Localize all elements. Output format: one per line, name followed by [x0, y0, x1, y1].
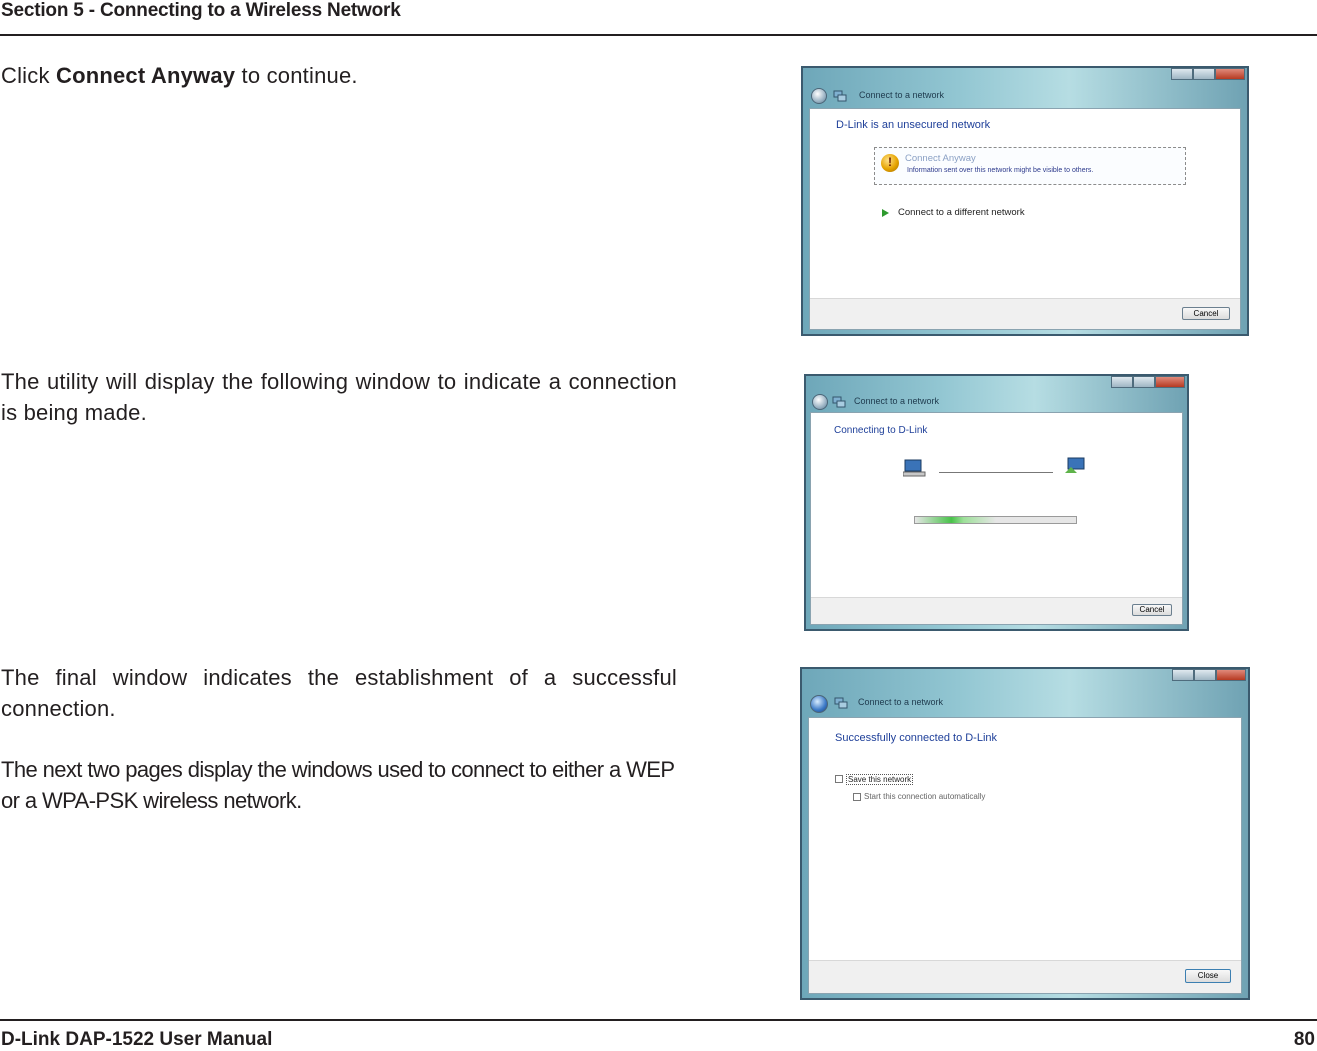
window-controls: [1111, 376, 1185, 390]
start-automatically-label[interactable]: Start this connection automatically: [864, 792, 986, 801]
option-title: Connect Anyway: [905, 153, 976, 164]
back-arrow-icon[interactable]: [811, 88, 827, 104]
dialog-heading: D-Link is an unsecured network: [836, 119, 991, 131]
instruction-paragraph-4: The next two pages display the windows used to connect to either a WEP or a WPA-PSK wireless network.: [1, 757, 675, 813]
dialog-footer: [811, 597, 1182, 624]
cancel-button[interactable]: Cancel: [1132, 604, 1172, 616]
instruction-paragraph-2: The utility will display the following window to indicate a connection is being made.: [1, 369, 677, 425]
footer-rule: [0, 1019, 1317, 1021]
close-window-button[interactable]: [1155, 376, 1185, 388]
close-window-button[interactable]: [1216, 669, 1246, 681]
minimize-button[interactable]: [1172, 669, 1194, 681]
connect-different-network-link[interactable]: Connect to a different network: [898, 207, 1025, 218]
window-title: Connect to a network: [854, 396, 940, 406]
dialog-body: [809, 108, 1241, 330]
p1-bold-term: Connect Anyway: [55, 63, 236, 88]
maximize-button[interactable]: [1194, 669, 1216, 681]
footer-manual-title: D-Link DAP-1522 User Manual: [1, 1029, 273, 1050]
p1-suffix: to continue.: [235, 63, 358, 88]
maximize-button[interactable]: [1133, 376, 1155, 388]
page-header: [0, 0, 1317, 36]
network-icon: [833, 90, 847, 102]
close-button[interactable]: Close: [1185, 969, 1231, 983]
close-window-button[interactable]: [1215, 68, 1245, 80]
minimize-button[interactable]: [1171, 68, 1193, 80]
network-icon: [832, 396, 846, 408]
dialog-connecting: [804, 374, 1189, 631]
warning-shield-icon: [881, 154, 899, 172]
option-description: Information sent over this network might be visible to others.: [907, 167, 1094, 174]
start-automatically-checkbox[interactable]: [853, 793, 861, 801]
maximize-button[interactable]: [1193, 68, 1215, 80]
network-icon: [834, 697, 848, 709]
dialog-connected: [800, 667, 1250, 1000]
back-arrow-icon[interactable]: [810, 695, 828, 713]
green-arrow-icon: [882, 209, 889, 217]
dialog-footer: [810, 298, 1240, 329]
minimize-button[interactable]: [1111, 376, 1133, 388]
section-title: Section 5 - Connecting to a Wireless Network: [1, 0, 401, 21]
computer-icon: [903, 459, 927, 477]
dialog-body: [808, 717, 1242, 994]
header-rule: [0, 34, 1317, 36]
save-network-label[interactable]: Save this network: [848, 775, 912, 784]
cancel-button[interactable]: Cancel: [1182, 307, 1230, 320]
progress-fill: [915, 517, 996, 523]
window-title: Connect to a network: [858, 697, 944, 707]
dialog-heading: Successfully connected to D-Link: [835, 732, 998, 744]
connection-line: [939, 472, 1053, 473]
connection-progress-bar: [914, 516, 1077, 524]
instruction-paragraph-3: The final window indicates the establishment of a successful connection.: [1, 665, 677, 721]
dialog-body: [810, 412, 1183, 625]
window-controls: [1171, 68, 1245, 82]
dialog-connect-anyway: [801, 66, 1249, 336]
save-network-checkbox[interactable]: [835, 775, 843, 783]
dialog-footer: [809, 960, 1241, 993]
window-title: Connect to a network: [859, 90, 945, 100]
page-number: 80: [1293, 1029, 1315, 1050]
instruction-paragraph-1: [1, 60, 681, 91]
connect-anyway-option[interactable]: [874, 147, 1186, 185]
dialog-heading: Connecting to D-Link: [834, 425, 928, 436]
window-controls: [1172, 669, 1246, 683]
p1-prefix: Click: [1, 63, 56, 88]
back-arrow-icon[interactable]: [812, 394, 828, 410]
network-icon: [1063, 457, 1087, 475]
